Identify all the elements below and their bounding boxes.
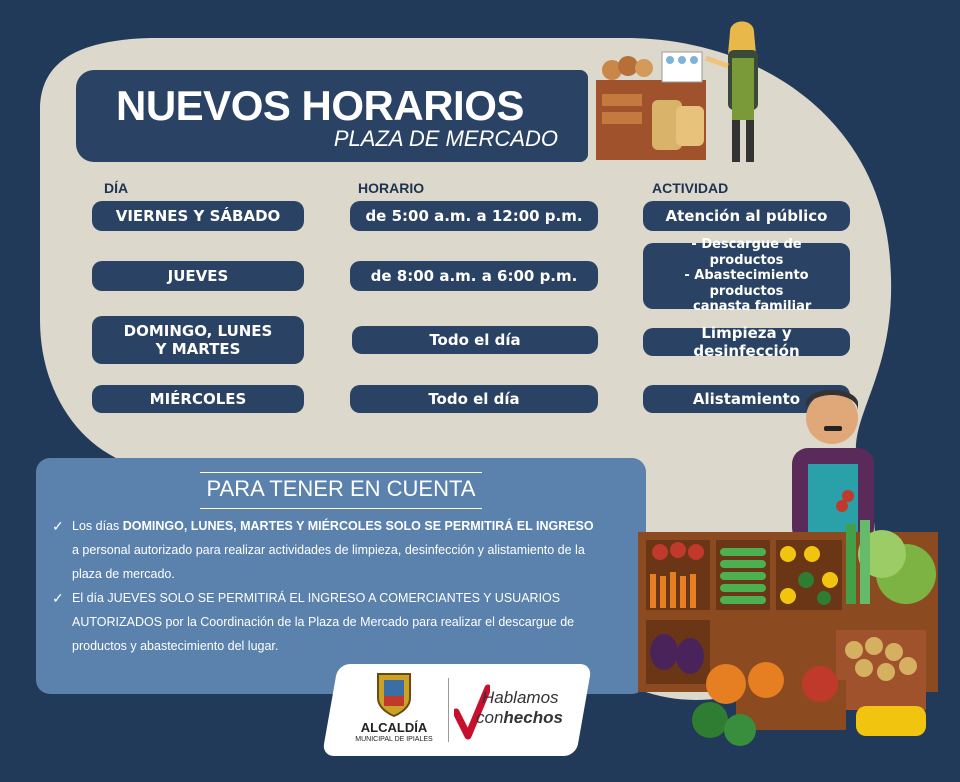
notes-bullet-1 [52, 514, 620, 586]
bullet2-line3: productos y abastecimiento del lugar. [72, 639, 279, 653]
row2-actividad-line2: - Abastecimiento productos [684, 268, 809, 299]
column-header-dia: DÍA [104, 180, 129, 196]
page-title: NUEVOS HORARIOS [116, 82, 524, 129]
row1-horario: de 5:00 a.m. a 12:00 p.m. [350, 201, 598, 231]
slogan-hechos: hechos [503, 708, 563, 727]
logo-card [322, 664, 592, 756]
logo-divider [448, 678, 449, 742]
municipal-crest-icon [374, 670, 414, 718]
alcaldia-sub-label: MUNICIPAL DE IPIALES [355, 736, 433, 743]
row3-horario: Todo el día [352, 326, 598, 354]
row3-dia-line1: DOMINGO, LUNES [123, 322, 273, 340]
row2-actividad-line3: canasta familiar [693, 299, 812, 315]
row2-actividad-line1: - Descargue de productos [691, 237, 802, 268]
check-icon: ✓ [52, 518, 64, 534]
row3-actividad: Limpieza y desinfección [643, 328, 850, 356]
notes-bottom-rule [200, 508, 482, 509]
slogan-line1: Hablamos [482, 688, 559, 707]
bullet1-line2: a personal autorizado para realizar actividades de limpieza, desinfección y alistamiento de la [72, 543, 585, 557]
slogan-line2 [476, 708, 563, 728]
column-header-actividad: ACTIVIDAD [652, 180, 729, 196]
column-header-horario: HORARIO [358, 180, 425, 196]
row2-dia: JUEVES [92, 261, 304, 291]
bullet2-line1: El día JUEVES SOLO SE PERMITIRÁ EL INGRESO A COMERCIANTES Y USUARIOS [72, 591, 561, 605]
row4-dia: MIÉRCOLES [92, 385, 304, 413]
row2-actividad [643, 237, 850, 315]
bullet2-line2: AUTORIZADOS por la Coordinación de la Plaza de Mercado para realizar el descargue de [72, 615, 575, 629]
alcaldia-label: ALCALDÍA [360, 720, 428, 735]
row3-dia [92, 316, 304, 364]
vendor-woman-illustration [592, 10, 782, 170]
notes-bullet-2 [52, 586, 620, 658]
page-subtitle: PLAZA DE MERCADO [333, 126, 558, 151]
bullet1-line1-pre: Los días [72, 519, 123, 533]
check-icon: ✓ [52, 590, 64, 606]
notes-top-rule [200, 472, 482, 473]
row1-dia: VIERNES Y SÁBADO [92, 201, 304, 231]
row2-horario: de 8:00 a.m. a 6:00 p.m. [350, 261, 598, 291]
row3-dia-line2: Y MARTES [155, 340, 241, 358]
slogan-con: con [476, 708, 504, 727]
bullet1-line1-bold: DOMINGO, LUNES, MARTES Y MIÉRCOLES SOLO SE PERMITIRÁ EL INGRESO [122, 519, 594, 533]
notes-title: PARA TENER EN CUENTA [206, 476, 476, 501]
row4-horario: Todo el día [350, 385, 598, 413]
row4-actividad: Alistamiento [643, 385, 850, 413]
title-banner [76, 70, 588, 162]
vendor-man-produce-illustration [636, 384, 946, 750]
bullet1-line3: plaza de mercado. [72, 567, 175, 581]
row1-actividad: Atención al público [643, 201, 850, 231]
notes-box [36, 458, 646, 694]
